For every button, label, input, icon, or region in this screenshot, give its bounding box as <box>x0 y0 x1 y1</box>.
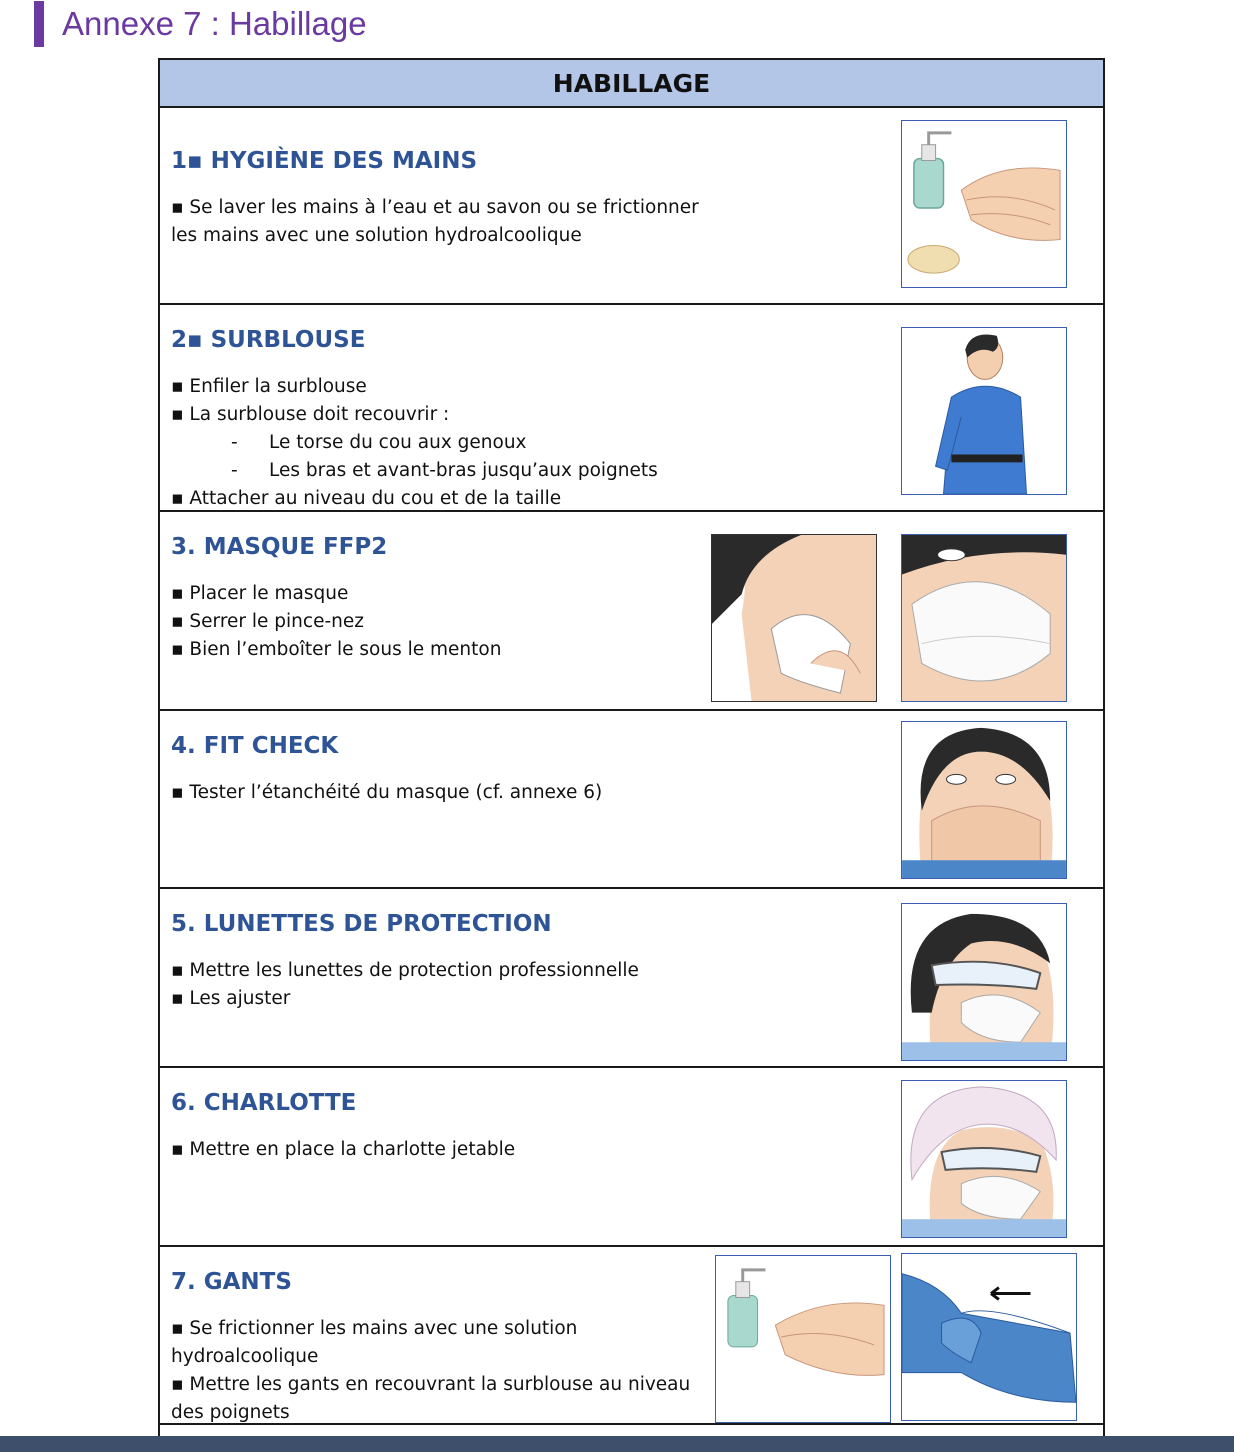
step-row-gown <box>160 305 1103 512</box>
dressing-procedure-table <box>158 58 1105 1452</box>
step-title: 6. CHARLOTTE <box>171 1090 357 1116</box>
step-body <box>171 373 658 513</box>
step-line: ▪ Se laver les mains à l’eau et au savon ou se frictionner <box>171 197 699 218</box>
hand-rub-illustration <box>715 1255 891 1423</box>
step-line: ▪ Serrer le pince-nez <box>171 611 364 632</box>
step-body <box>171 957 639 1013</box>
step-line: hydroalcoolique <box>171 1346 319 1367</box>
step-title: 1▪ HYGIÈNE DES MAINS <box>171 148 478 174</box>
step-row-cap <box>160 1068 1103 1247</box>
step-body <box>171 580 501 664</box>
goggles-illustration <box>901 903 1067 1061</box>
step-line: ▪ Mettre en place la charlotte jetable <box>171 1139 516 1160</box>
gown-illustration <box>901 327 1067 495</box>
step-line: ▪ Tester l’étanchéité du masque (cf. annexe 6) <box>171 782 603 803</box>
step-title: 3. MASQUE FFP2 <box>171 534 388 560</box>
step-title: 2▪ SURBLOUSE <box>171 327 366 353</box>
page-title-text: Annexe 7 : Habillage <box>62 5 367 42</box>
step-title: 5. LUNETTES DE PROTECTION <box>171 911 552 937</box>
step-line: ▪ Mettre les lunettes de protection professionnelle <box>171 960 639 981</box>
cap-illustration <box>901 1080 1067 1238</box>
step-body <box>171 194 699 250</box>
step-line: ▪ Enfiler la surblouse <box>171 376 367 397</box>
step-line: ▪ Les ajuster <box>171 988 291 1009</box>
step-line: les mains avec une solution hydroalcoolique <box>171 225 582 246</box>
step-subline: - Les bras et avant-bras jusqu’aux poignets <box>231 460 658 481</box>
step-row-hand-hygiene <box>160 108 1103 305</box>
mask-placing-illustration <box>711 534 877 702</box>
step-subline: - Le torse du cou aux genoux <box>231 432 527 453</box>
step-body <box>171 779 602 807</box>
page-title <box>34 0 367 48</box>
step-row-protective-goggles <box>160 889 1103 1068</box>
step-body <box>171 1136 515 1164</box>
step-line: ▪ Placer le masque <box>171 583 349 604</box>
fit-check-illustration <box>901 721 1067 879</box>
hand-washing-illustration <box>901 120 1067 288</box>
step-row-fit-check <box>160 711 1103 889</box>
step-line: des poignets <box>171 1402 290 1423</box>
step-row-gloves <box>160 1247 1103 1425</box>
step-line: ▪ Bien l’emboîter le sous le menton <box>171 639 502 660</box>
step-row-ffp2-mask <box>160 512 1103 711</box>
mask-worn-illustration <box>901 534 1067 702</box>
step-body <box>171 1315 690 1427</box>
step-line: ▪ Mettre les gants en recouvrant la surblouse au niveau <box>171 1374 691 1395</box>
step-title: 7. GANTS <box>171 1269 292 1295</box>
step-line: ▪ Attacher au niveau du cou et de la taille <box>171 488 562 509</box>
gloves-illustration <box>901 1253 1077 1421</box>
step-line: ▪ Se frictionner les mains avec une solution <box>171 1318 578 1339</box>
footer-bar <box>0 1436 1234 1452</box>
table-heading: HABILLAGE <box>160 60 1103 108</box>
step-line: ▪ La surblouse doit recouvrir : <box>171 404 450 425</box>
step-title: 4. FIT CHECK <box>171 733 339 759</box>
title-accent-bar <box>34 1 44 47</box>
